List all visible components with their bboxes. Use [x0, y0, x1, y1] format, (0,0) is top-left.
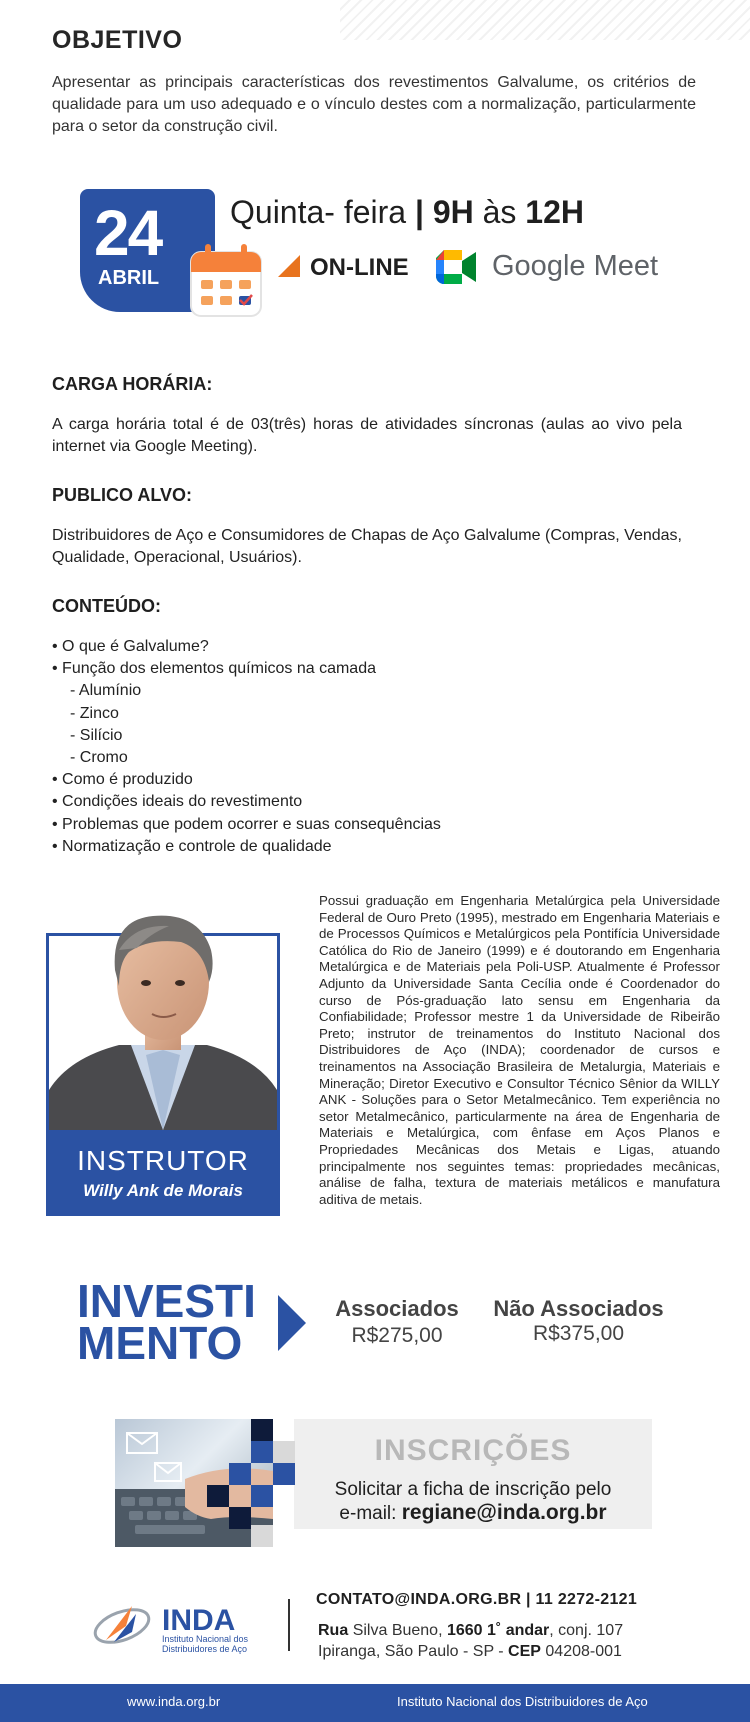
org-name: Instituto Nacional dos Distribuidores de Aço [397, 1694, 648, 1709]
associados-label: Associados [335, 1296, 459, 1321]
addr-cep: 04208-001 [545, 1643, 622, 1660]
calendar-icon [185, 238, 269, 322]
inscricoes-title: INSCRIÇÕES [374, 1434, 572, 1467]
event-weekday: Quinta- feira [230, 194, 407, 230]
online-triangle-icon [278, 255, 300, 277]
instructor-photo [49, 890, 277, 1130]
addr-city: Ipiranga, São Paulo - SP - [318, 1643, 504, 1660]
instructor-label: INSTRUTOR [77, 1145, 249, 1176]
nao-associados-price: R$375,00 [532, 1322, 625, 1345]
inda-logo [92, 1596, 267, 1656]
investimento-line2: MENTO [77, 1317, 243, 1369]
instructor-name: Willy Ank de Morais [83, 1181, 243, 1200]
svg-text:INDA: INDA [162, 1604, 236, 1637]
nao-associados-label: Não Associados [493, 1296, 664, 1321]
contact-line[interactable]: CONTATO@INDA.ORG.BR | 11 2272-2121 [316, 1591, 638, 1608]
addr-rua: Rua [318, 1622, 349, 1639]
website-link[interactable]: www.inda.org.br [127, 1694, 221, 1709]
list-item: • O que é Galvalume? [52, 638, 209, 655]
list-item: • Função dos elementos químicos na camada [52, 660, 376, 678]
list-item: • Normatização e controle de qualidade [52, 837, 332, 855]
addr-cep-label: CEP [508, 1643, 541, 1660]
footer-divider [288, 1599, 290, 1651]
event-platform: Google Meet [492, 250, 659, 282]
addr-street: Silva Bueno, [352, 1622, 443, 1639]
conteudo-title: CONTEÚDO: [52, 596, 161, 616]
inscricoes-line2 [294, 1501, 652, 1525]
svg-text:Instituto Nacional dos: Instituto Nacional dos [162, 1634, 249, 1644]
date-day: 24 [94, 197, 162, 269]
google-meet-icon [436, 250, 476, 284]
investimento-line1: INVESTI [77, 1275, 256, 1327]
addr-number: 1660 1˚ andar [446, 1622, 550, 1639]
addr-conj: , conj. 107 [549, 1622, 624, 1639]
list-item: • Problemas que podem ocorrer e suas consequências [52, 815, 441, 833]
event-separator: | [414, 194, 424, 230]
associados-price: R$275,00 [351, 1324, 443, 1347]
investimento-title [77, 1275, 256, 1369]
list-item: • Como é produzido [52, 771, 193, 789]
inscricoes-text [294, 1478, 652, 1525]
list-item: • Condições ideais do revestimento [52, 793, 303, 811]
inscricoes-email-prefix: e-mail: [339, 1503, 397, 1524]
date-month: ABRIL [98, 267, 160, 289]
event-mode: ON-LINE [310, 254, 409, 281]
event-when [230, 194, 584, 231]
arrow-right-icon [278, 1295, 306, 1351]
objetivo-text: Apresentar as principais características dos revestimentos Galvalume, os critérios de qualidade para um uso adequado e o vínculo destes com a normalização, particularmente para o setor da construção civil. [52, 74, 696, 135]
list-item: - Silício [70, 726, 123, 744]
checker-pattern [207, 1419, 295, 1547]
list-item: - Cromo [70, 749, 128, 767]
conteudo-list [52, 636, 441, 858]
objetivo-title: OBJETIVO [52, 26, 183, 54]
publico-text: Distribuidores de Aço e Consumidores de Chapas de Aço Galvalume (Compras, Vendas, Qualidade, Operacional, Usuários). [52, 527, 682, 566]
header-decoration [340, 0, 750, 40]
event-time-end: 12H [525, 194, 584, 230]
list-item: - Alumínio [70, 682, 142, 700]
carga-title: CARGA HORÁRIA: [52, 374, 213, 394]
carga-text: A carga horária total é de 03(três) horas de atividades síncronas (aulas ao vivo pela internet via Google Meeting). [52, 416, 682, 455]
inscricoes-line1: Solicitar a ficha de inscrição pelo [334, 1479, 612, 1500]
publico-title: PUBLICO ALVO: [52, 485, 192, 505]
event-time-mid: às [482, 194, 517, 230]
inscricoes-email-link[interactable]: regiane@inda.org.br [401, 1501, 607, 1524]
svg-text:Distribuidores de Aço: Distribuidores de Aço [162, 1644, 248, 1654]
list-item: - Zinco [70, 704, 119, 722]
instructor-bio: Possui graduação em Engenharia Metalúrgica pela Universidade Federal de Ouro Preto (1995), mestrado em Engenharia Materiais e de Processos Químicos e Metalúrgicos pela Pontifícia Universidade Católica do Rio de Janeiro (1999) e é doutorando em Engenharia Metalúrgica e de Materiais pela Poli-USP. Atualmente é Professor Adjunto da Universidade Santa Cecília onde é Coordenador do curso de Pós-graduação lato sensu em Engenharia da Confiabilidade; Professor mestre 1 da Universidade de Ribeirão Preto; instrutor de treinamentos do Instituto Nacional dos Distribuidores de Aço (INDA); coordenador de cursos e treinamentos na Associação Brasileira de Metalurgia, Materiais e Mineração; Diretor Executivo e Consultor Técnico Sênior da WILLY ANK - Soluções para o Setor Metalmecânico. Tem experiência no setor Metalmecânico, particularmente na área de Engenharia de Materiais e Metalúrgica, com ênfase em Aços Planos e Propriedades Mecânicas dos Metais e Ligas, atuando principalmente nos seguintes temas: propriedades mecânicas, análise de falha, textura de materiais metálicos e manufatura aditiva de metais. [319, 893, 720, 1207]
address [318, 1620, 623, 1662]
event-time-start: 9H [432, 194, 474, 230]
